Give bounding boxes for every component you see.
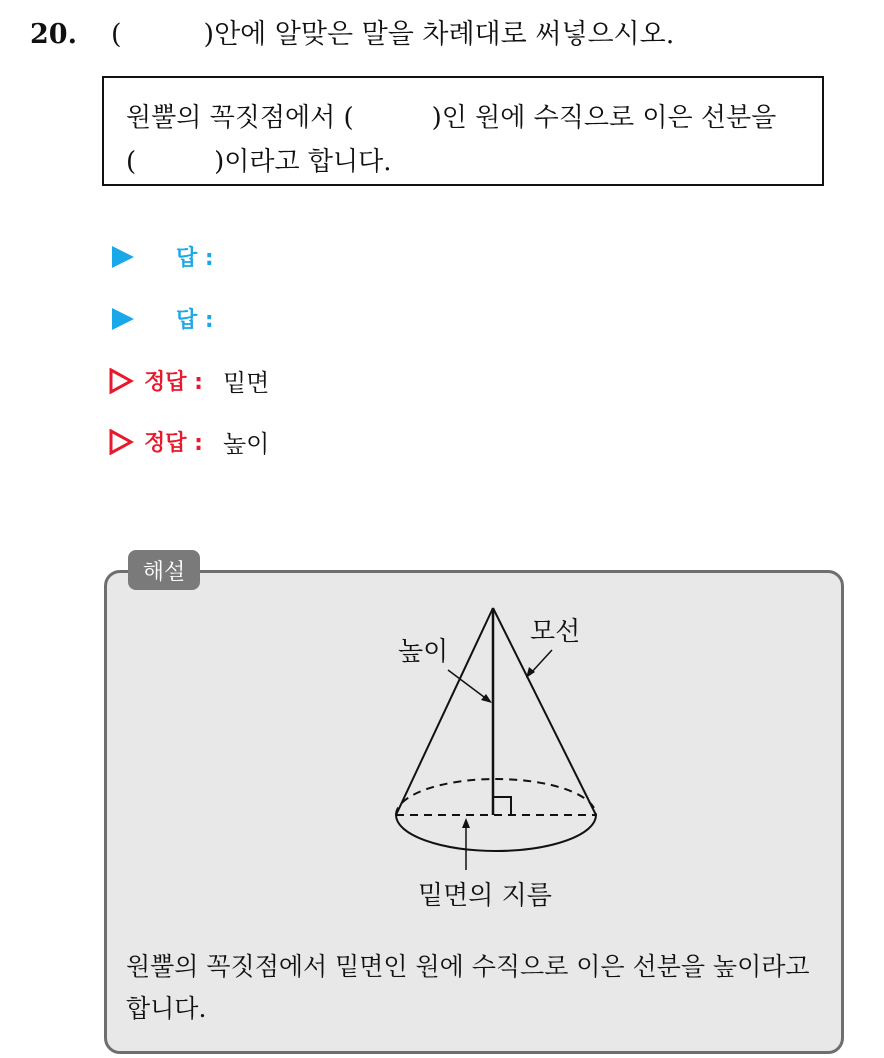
correct-answer-row-1 [108, 363, 269, 398]
slant-arrow-head [526, 667, 535, 678]
box-line2-part2: )이라고 합니다. [214, 147, 392, 177]
label-diameter: 밑면의 지름 [418, 881, 552, 911]
diameter-arrow-head [462, 818, 470, 828]
question-header [30, 12, 674, 51]
slant-arrow-line [530, 650, 552, 674]
base-front-arc [396, 815, 596, 851]
correct-answer-value: 밑면 [222, 369, 270, 397]
play-triangle-icon [112, 308, 134, 330]
height-arrow-line [448, 670, 488, 700]
question-number: 20. [30, 19, 77, 50]
answer-row-1[interactable] [108, 241, 214, 272]
correct-answer-label: 정답 : [144, 370, 203, 395]
outline-triangle-icon [108, 429, 134, 455]
explanation-line-1: 원뿔의 꼭짓점에서 밑면인 원에 수직으로 이은 선분을 높이라고 [126, 952, 810, 981]
right-angle-marker [493, 797, 511, 815]
question-instruction: )안에 알맞은 말을 차례대로 써넣으시오. [203, 19, 675, 50]
explanation-text [126, 946, 826, 1030]
play-triangle-icon [112, 246, 134, 268]
question-box [102, 76, 824, 186]
correct-answer-label: 정답 : [144, 431, 203, 456]
cone-diagram [380, 598, 620, 918]
label-slant: 모선 [530, 617, 581, 647]
box-line1-part1: 원뿔의 꼭짓점에서 ( [126, 103, 354, 133]
correct-answer-row-2 [108, 424, 269, 459]
answer-row-2[interactable] [108, 303, 214, 334]
label-height: 높이 [398, 637, 449, 667]
explanation-tag: 해설 [128, 550, 200, 590]
box-line1-part2: )인 원에 수직으로 이은 선분을 [431, 103, 777, 133]
correct-answer-value: 높이 [222, 430, 270, 458]
question-box-line-1 [126, 96, 822, 140]
answer-label: 답 : [176, 246, 214, 271]
outline-triangle-icon [108, 368, 134, 394]
box-line2-part1: ( [126, 147, 137, 177]
question-open-paren: ( [110, 19, 122, 50]
explanation-line-2: 합니다. [126, 994, 207, 1023]
answer-label: 답 : [176, 308, 214, 333]
question-box-line-2 [126, 140, 822, 184]
